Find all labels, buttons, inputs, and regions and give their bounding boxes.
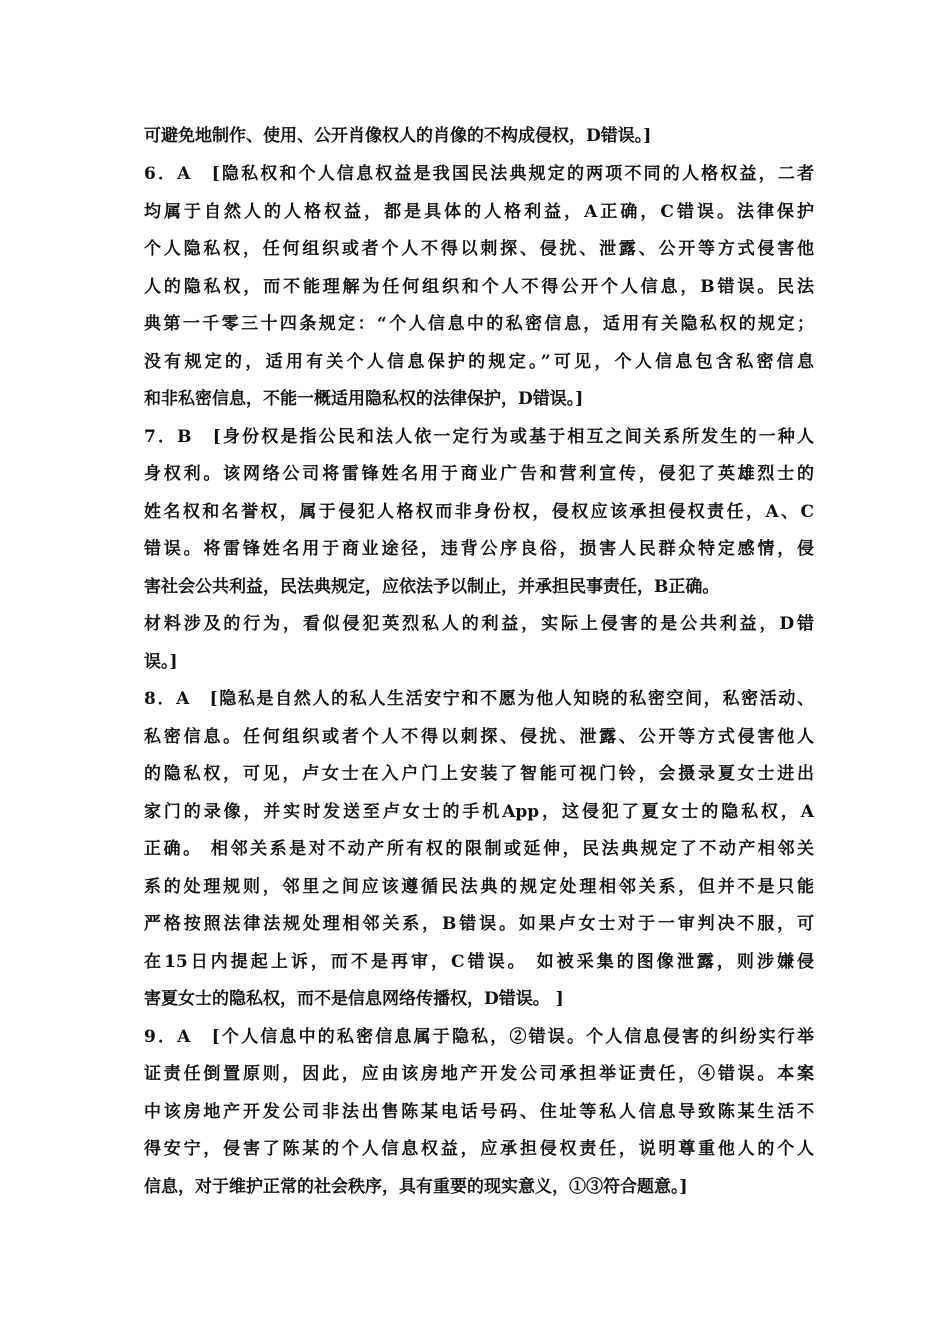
text-line: 在15日内提起上诉，而不是再审，C错误。 如被采集的图像泄露，则涉嫌侵 [144,952,814,972]
text-line: 误。] [144,652,178,672]
text-line: 中该房地产开发公司非法出售陈某电话号码、住址等私人信息导致陈某生活不 [144,1102,814,1122]
text-line: 害夏女士的隐私权，而不是信息网络传播权，D错误。 ] [144,989,564,1009]
answer-9-line: 9．A [个人信息中的私密信息属于隐私，②错误。个人信息侵害的纠纷实行举 [144,1027,814,1047]
text-line: 系的处理规则，邻里之间应该遵循民法典的规定处理相邻关系，但并不是只能 [144,877,814,897]
text-line: 的隐私权，可见，卢女士在入户门上安装了智能可视门铃，会摄录夏女士进出 [144,764,814,784]
text-line: 姓名权和名誉权，属于侵犯人格权而非身份权，侵权应该承担侵权责任，A、C [144,502,814,522]
text-line: 身权利。该网络公司将雷锋姓名用于商业广告和营利宣传，侵犯了英雄烈士的 [144,464,814,484]
answer-7-line: 7．B [身份权是指公民和法人依一定行为或基于相互之间关系所发生的一种人 [144,427,814,447]
text-line: 害社会公共利益，民法典规定，应依法予以制止，并承担民事责任，B正确。 [144,577,720,597]
text-line: 典第一千零三十四条规定：“个人信息中的私密信息，适用有关隐私权的规定； [144,314,814,334]
text-line: 信息，对于维护正常的社会秩序，具有重要的现实意义，①③符合题意。] [144,1177,688,1197]
text-line: 个人隐私权，任何组织或者个人不得以刺探、侵扰、泄露、公开等方式侵害他 [144,239,814,259]
text-line: 家门的录像，并实时发送至卢女士的手机App，这侵犯了夏女士的隐私权，A [144,802,814,822]
text-line: 严格按照法律法规处理相邻关系，B错误。如果卢女士对于一审判决不服，可 [144,914,814,934]
text-line: 正确。 相邻关系是对不动产所有权的限制或延伸，民法典规定了不动产相邻关 [144,839,814,859]
answer-8-line: 8．A [隐私是自然人的私人生活安宁和不愿为他人知晓的私密空间，私密活动、 [144,689,814,709]
text-line: 私密信息。任何组织或者个人不得以刺探、侵扰、泄露、公开等方式侵害他人 [144,727,814,747]
text-line: 证责任倒置原则，因此，应由该房地产开发公司承担举证责任，④错误。本案 [144,1064,814,1084]
text-line: 材料涉及的行为，看似侵犯英烈私人的利益，实际上侵害的是公共利益，D错 [144,614,814,634]
text-line: 没有规定的，适用有关个人信息保护的规定。”可见，个人信息包含私密信息 [144,352,814,372]
text-line: 可避免地制作、使用、公开肖像权人的肖像的不构成侵权，D错误。] [144,126,652,146]
text-line: 错误。将雷锋姓名用于商业途径，违背公序良俗，损害人民群众特定感情，侵 [144,539,814,559]
text-line: 得安宁，侵害了陈某的个人信息权益，应承担侵权责任，说明尊重他人的个人 [144,1139,814,1159]
answer-6-line: 6．A [隐私权和个人信息权益是我国民法典规定的两项不同的人格权益，二者 [144,164,814,184]
text-line: 人的隐私权，而不能理解为任何组织和个人不得公开个人信息，B错误。民法 [144,277,814,297]
text-line: 和非私密信息，不能一概适用隐私权的法律保护，D错误。] [144,389,584,409]
text-line: 均属于自然人的人格权益，都是具体的人格利益，A正确，C错误。法律保护 [144,202,814,222]
